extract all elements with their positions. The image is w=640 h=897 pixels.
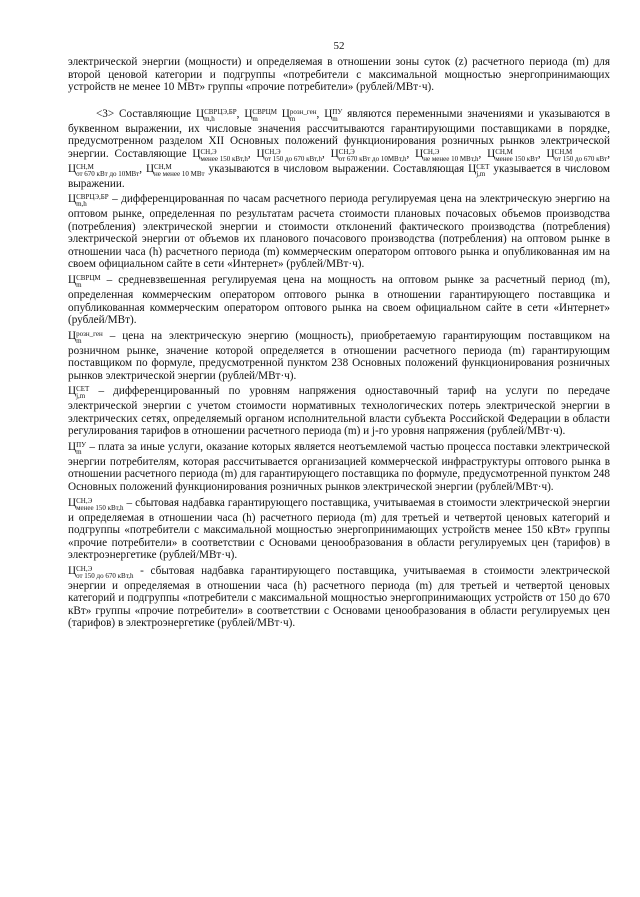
symbol-c-rozn-gen: Ц розн_ген m bbox=[281, 107, 317, 123]
symbol-c-sn-m-less150: Ц СН,М менее 150 кВт bbox=[487, 147, 538, 163]
definition-svrcm: Ц СВРЦМ m – средневзвешенная регулируемая цена на мощность на оптовом рынке за расчетный период (m), определенная коммерческим оператором оптового рынка в отношении гарантирующего поставщика и опубликованная коммерческим оператором оптового рынка на своем официальном сайте в сети «Интернет» (рублей/МВт). bbox=[68, 274, 610, 327]
note-3-text-3: указывается в числовом выражении. bbox=[68, 162, 610, 190]
symbol-c-sn-m-10mw: Ц СН,М не менее 10 МВт bbox=[145, 162, 205, 178]
paragraph-continuation: электрической энергии (мощности) и определяемая в отношении зоны суток (z) расчетного периода (m) для второй ценовой категории и подгруппы «потребители с максимальной мощностью энергопринимающих устройств не менее 10 МВт» группы «прочие потребители» (рублей/МВт·ч). bbox=[68, 56, 610, 94]
definition-sn-e-less150: Ц СН,Э менее 150 кВт,h – сбытовая надбавка гарантирующего поставщика, учитываемая в стоимости электрической энергии и определяемая в отношении часа (h) расчетного периода (m) для третьей и четвертой ценовых категорий и подгруппы «потребители с максимальной мощностью энергопринимающих устройств менее 150 кВт» группы «прочие потребители» в соответствии с Основами ценообразования в области регулируемых цен (тарифов) в электроэнергетике (рублей/МВт·ч). bbox=[68, 496, 610, 562]
symbol-c-sn-e-10mw: Ц СН,Э не менее 10 МВт,h bbox=[415, 147, 479, 163]
note-3-paragraph: <3> Составляющие Ц СВРЦЭ,БР m,h , Ц СВРЦМ m Ц розн_ген m , Ц ПУ m являются переменными значениями и указываются в буквенном выражении, их числовые значения рассчитываются гарантирующими поставщиками в порядке, предусмотренном разделом XII Основных положений функционирования розничных рынков электрической энергии. Составляющие Ц СН,Э менее 150 кВт,h , Ц СН,Э от 150 до 670 кВт,h , Ц СН,Э от 670 кВт до 10МВт,h , Ц СН,Э не менее 10 МВт,h , Ц СН,М менее 150 кВт , Ц СН,М от 150 до 670 кВт , Ц СН,М от 670 кВт до 10МВт , Ц СН,М не менее 10 МВт указываются в числовом выражении. Составляющая Ц СЕТ j,m указывается в числовом выражении. bbox=[68, 107, 611, 190]
definition-rozn-gen: Ц розн_ген m – цена на электрическую энергию (мощность), приобретаемую гарантирующим поставщиком на розничном рынке, значение которой определяется в отношении расчетного периода (m) гарантирующим поставщиком по формуле, предусмотренной пунктом 238 Основных положений функционирования розничных рынков электрической энергии (рублей/МВт·ч). bbox=[68, 329, 610, 382]
symbol-c-sn-e-150-670: Ц СН,Э от 150 до 670 кВт,h bbox=[256, 147, 322, 163]
definition-set: Ц СЕТ j,m – дифференцированный по уровням напряжения одноставочный тариф на услуги по передаче электрической энергии с учетом стоимости нормативных технологических потерь электрической энергии в электрических сетях, определяемый органом исполнительной власти субъекта Российской Федерации в области регулирования тарифов в отношении расчетного периода (m) и j-го уровня напряжения (рублей/МВт·ч). bbox=[68, 385, 610, 438]
symbol-c-sn-e-670-10mw: Ц СН,Э от 670 кВт до 10МВт,h bbox=[330, 147, 407, 163]
note-3-intro: <3> Составляющие bbox=[96, 107, 196, 120]
symbol-c-svrcm: Ц СВРЦМ m bbox=[244, 107, 277, 123]
definition-pu: Ц ПУ m – плата за иные услуги, оказание которых является неотъемлемой частью процесса поставки электрической энергии потребителям, которая рассчитывается организацией коммерческой инфраструктуры оптового рынка в отношении расчетного периода (m) для гарантирующего поставщика по формуле, предусмотренной пунктом 248 Основных положений функционирования розничных рынков электрической энергии (рублей/МВт·ч). bbox=[68, 440, 610, 494]
symbol-c-set: Ц СЕТ j,m bbox=[468, 162, 490, 178]
definition-sn-e-150-670: Ц СН,Э от 150 до 670 кВт,h - сбытовая надбавка гарантирующего поставщика, учитываемая в стоимости электрической энергии и определяемая в отношении часа (h) расчетного периода (m) для третьей и четвертой ценовых категорий и подгруппы «потребители с максимальной мощностью энергопринимающих устройств от 150 до 670 кВт» группы «прочие потребители» в соответствии с Основами ценообразования в области регулируемых цен (тарифов) в электроэнергетике (рублей/МВт·ч). bbox=[68, 564, 610, 630]
definition-svrce-br: Ц СВРЦЭ,БР m,h – дифференцированная по часам расчетного периода регулируемая цена на электрическую энергию на оптовом рынке, определенная по результатам расчета стоимости плановых почасовых объемов производства (потребления) электрической энергии и стоимости отклонений фактического производства (потребления) электрической энергии от объемов их планового почасового производства (потребления) на оптовом рынке в отношении часа (h) расчетного периода (m) коммерческим оператором оптового рынка и опубликованная им на своем официальном сайте в сети «Интернет» (рублей/МВт·ч). bbox=[68, 193, 610, 271]
page-number: 52 bbox=[333, 40, 345, 52]
symbol-c-svrce-br: Ц СВРЦЭ,БР m,h bbox=[196, 107, 237, 123]
note-3-text-2: указываются в числовом выражении. Составляющая bbox=[204, 162, 469, 175]
symbol-c-pu: Ц ПУ m bbox=[324, 107, 343, 123]
symbol-c-sn-e-less150: Ц СН,Э менее 150 кВт,h bbox=[192, 147, 248, 163]
note-3-text-1: являются переменными значениями и указываются в буквенном выражении, их числовые значения рассчитываются гарантирующими поставщиками в порядке, предусмотренном разделом XII Основных положений функционирования розничных рынков электрической энергии. Составляющие bbox=[68, 107, 611, 160]
symbol-c-sn-m-150-670: Ц СН,М от 150 до 670 кВт bbox=[546, 147, 608, 163]
symbol-c-sn-m-670-10mw: Ц СН,М от 670 кВт до 10МВт bbox=[68, 162, 140, 178]
